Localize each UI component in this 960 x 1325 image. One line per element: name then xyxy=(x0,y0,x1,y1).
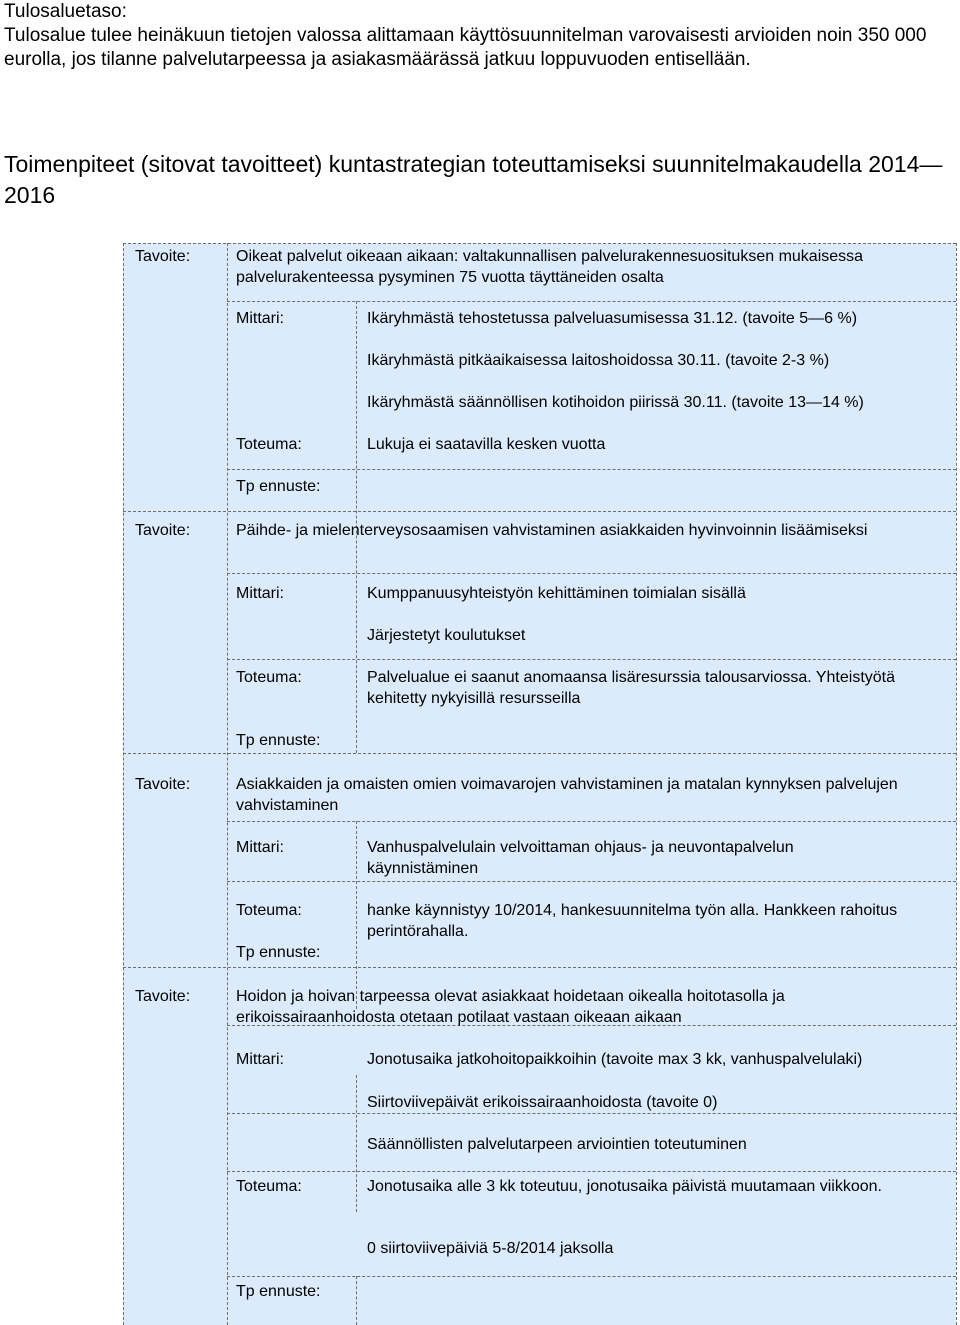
goal-label: Tavoite: xyxy=(135,776,191,793)
outcome-text: hanke käynnistyy 10/2014, hankesuunnitelma työn alla. Hankkeen rahoitus perintörahalla. xyxy=(367,902,898,940)
outcome-text: Lukuja ei saatavilla kesken vuotta xyxy=(367,436,606,453)
intro-paragraph: Tulosalue tulee heinäkuun tietojen valossa alittamaan käyttösuunnitelman varovaisesti arvioiden noin 350 000 eurolla, jos tilanne palvelutarpeessa ja asiakasmäärässä jatkuu loppuvuoden entisellään. xyxy=(4,25,927,70)
forecast-label: Tp ennuste: xyxy=(236,478,321,495)
measure-text: Vanhuspalvelulain velvoittaman ohjaus- ja neuvontapalvelun käynnistäminen xyxy=(367,839,794,877)
goal-text: Oikeat palvelut oikeaan aikaan: valtakunnallisen palvelurakennesuosituksen mukaisessa palvelurakenteessa pysyminen 75 vuotta täyttäneiden osalta xyxy=(236,248,864,286)
table-border-top xyxy=(123,243,956,244)
section-heading: Tulosaluetaso: xyxy=(4,1,127,22)
sub-column-divider-2 xyxy=(356,821,357,1009)
goal-text: Hoidon ja hoivan tarpeessa olevat asiakkaat hoidetaan oikealla hoitotasolla ja erikoissairaanhoidosta otetaan potilaat vastaan oikeaan aikaan xyxy=(236,988,785,1026)
goal-text: Asiakkaiden ja omaisten omien voimavarojen vahvistaminen ja matalan kynnyksen palvelujen vahvistaminen xyxy=(236,776,898,814)
row-line xyxy=(227,573,956,574)
forecast-label: Tp ennuste: xyxy=(236,1283,321,1300)
sub-column-divider-3 xyxy=(356,1075,357,1212)
forecast-label: Tp ennuste: xyxy=(236,732,321,749)
measure-label: Mittari: xyxy=(236,1051,284,1068)
row-line xyxy=(227,1171,956,1172)
measure-text: Jonotusaika jatkohoitopaikkoihin (tavoite max 3 kk, vanhuspalvelulaki) xyxy=(367,1051,863,1068)
row-line xyxy=(227,469,956,470)
measure-text: Siirtoviivepäivät erikoissairaanhoidosta (tavoite 0) xyxy=(367,1094,718,1111)
row-line xyxy=(227,301,956,302)
outcome-text: Jonotusaika alle 3 kk toteutuu, jonotusaika päivistä muutamaan viikkoon. xyxy=(367,1178,882,1195)
goal-label: Tavoite: xyxy=(135,248,191,265)
goal-label: Tavoite: xyxy=(135,522,191,539)
goal-separator xyxy=(123,967,956,968)
measure-text: Säännöllisten palvelutarpeen arviointien toteutuminen xyxy=(367,1136,747,1153)
measure-text: Järjestetyt koulutukset xyxy=(367,627,526,644)
goals-table xyxy=(123,243,956,1325)
measure-label: Mittari: xyxy=(236,839,284,856)
outcome-label: Toteuma: xyxy=(236,669,302,686)
outcome-text: Palvelualue ei saanut anomaansa lisäresurssia talousarviossa. Yhteistyötä kehitetty nykyisillä resursseilla xyxy=(367,669,896,707)
measure-text: Ikäryhmästä tehostetussa palveluasumisessa 31.12. (tavoite 5—6 %) xyxy=(367,310,858,327)
measure-text: Ikäryhmästä säännöllisen kotihoidon piirissä 30.11. (tavoite 13—14 %) xyxy=(367,394,864,411)
goal-separator xyxy=(123,511,956,512)
measure-label: Mittari: xyxy=(236,310,284,327)
goal-label: Tavoite: xyxy=(135,988,191,1005)
row-line xyxy=(227,659,956,660)
outcome-label: Toteuma: xyxy=(236,1178,302,1195)
outcome-label: Toteuma: xyxy=(236,436,302,453)
sub-column-divider-4 xyxy=(356,1276,357,1325)
row-line xyxy=(227,1276,956,1277)
row-line xyxy=(227,1113,956,1114)
intro-section xyxy=(4,0,954,72)
forecast-label: Tp ennuste: xyxy=(236,944,321,961)
table-border-right xyxy=(956,243,957,1325)
outcome-text: 0 siirtoviivepäiviä 5-8/2014 jaksolla xyxy=(367,1240,614,1257)
outcome-label: Toteuma: xyxy=(236,902,302,919)
measure-text: Kumppanuusyhteistyön kehittäminen toimialan sisällä xyxy=(367,585,746,602)
goal-separator xyxy=(123,753,956,754)
table-border-left xyxy=(123,243,124,1325)
goal-text: Päihde- ja mielenterveysosaamisen vahvistaminen asiakkaiden hyvinvoinnin lisäämiseksi xyxy=(236,522,868,539)
row-line xyxy=(227,881,956,882)
measure-text: Ikäryhmästä pitkäaikaisessa laitoshoidossa 30.11. (tavoite 2-3 %) xyxy=(367,352,830,369)
page-title: Toimenpiteet (sitovat tavoitteet) kuntastrategian toteuttamiseksi suunnitelmakaudella 2014—2016 xyxy=(4,151,943,208)
measure-label: Mittari: xyxy=(236,585,284,602)
goal-label-column-divider xyxy=(227,243,228,1325)
row-line xyxy=(227,821,956,822)
